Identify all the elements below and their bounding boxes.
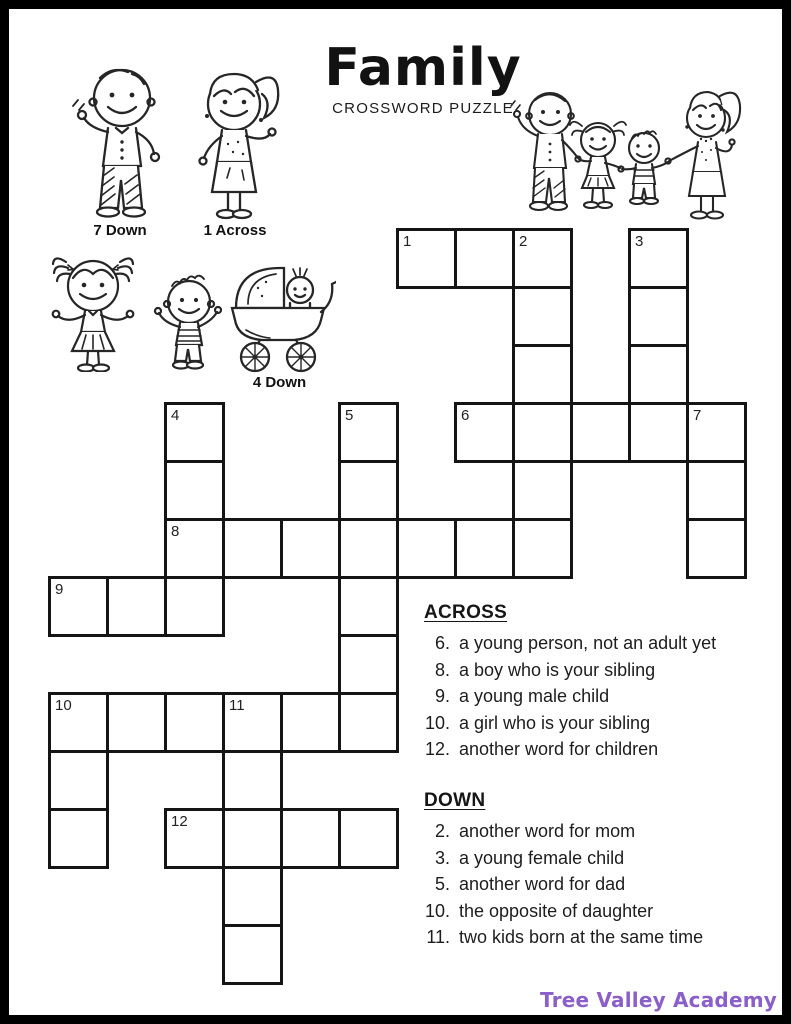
- clue-item: [424, 710, 769, 737]
- clue-text: a boy who is your sibling: [459, 659, 656, 680]
- cell-number: 7: [693, 407, 702, 424]
- grid-cell[interactable]: [512, 402, 573, 463]
- grid-cell[interactable]: [280, 692, 341, 753]
- brand-footer: Tree Valley Academy: [540, 988, 777, 1012]
- family-group-illustration: [510, 84, 762, 228]
- clue-text: another word for children: [459, 739, 659, 759]
- mom-illustration: [190, 64, 285, 220]
- grid-cell[interactable]: [628, 402, 689, 463]
- across-clues-section: [424, 602, 769, 763]
- cell-number: 12: [171, 813, 188, 830]
- cell-number: 5: [345, 407, 354, 424]
- grid-cell[interactable]: [454, 402, 515, 463]
- grid-cell[interactable]: [454, 228, 515, 289]
- cell-number: 11: [229, 697, 245, 714]
- grid-cell[interactable]: [164, 576, 225, 637]
- grid-cell[interactable]: [48, 808, 109, 869]
- clue-text: the opposite of daughter: [459, 900, 654, 921]
- grid-cell[interactable]: [222, 924, 283, 985]
- grid-cell[interactable]: [628, 344, 689, 405]
- across-heading: ACROSS: [424, 602, 508, 623]
- down-heading: DOWN: [424, 790, 486, 811]
- clue-number: 12.: [424, 739, 450, 759]
- grid-cell[interactable]: [686, 518, 747, 579]
- grid-cell[interactable]: [338, 634, 399, 695]
- grid-cell[interactable]: [106, 576, 167, 637]
- clue-item: [424, 818, 769, 845]
- clue-number: 3.: [434, 847, 450, 868]
- clue-number: 2.: [434, 821, 450, 841]
- clue-item: [424, 845, 769, 872]
- clue-text: a girl who is your sibling: [459, 712, 651, 733]
- grid-cell[interactable]: [280, 518, 341, 579]
- grid-cell[interactable]: [338, 460, 399, 521]
- grid-cell[interactable]: [686, 460, 747, 521]
- cell-number: 1: [403, 233, 412, 250]
- grid-cell[interactable]: [454, 518, 515, 579]
- grid-cell[interactable]: [222, 808, 283, 869]
- down-clue-list: [424, 818, 769, 951]
- carriage-picture-clue-label: 4 Down: [252, 374, 307, 391]
- clue-item: [424, 898, 769, 925]
- grid-cell[interactable]: [512, 460, 573, 521]
- grid-cell[interactable]: [396, 518, 457, 579]
- grid-cell[interactable]: [628, 228, 689, 289]
- grid-cell[interactable]: [222, 750, 283, 811]
- clue-item: [424, 630, 769, 657]
- clue-number: 5.: [434, 874, 450, 894]
- clue-item: [424, 683, 769, 710]
- clue-item: [424, 657, 769, 684]
- clue-text: another word for dad: [459, 874, 626, 894]
- down-clues-section: [424, 790, 769, 951]
- grid-cell[interactable]: [512, 228, 573, 289]
- clue-item: [424, 871, 769, 898]
- clue-number: 11.: [426, 927, 450, 947]
- baby-carriage-illustration: [224, 258, 336, 376]
- grid-cell[interactable]: [48, 750, 109, 811]
- clue-item: [424, 924, 769, 951]
- page-subtitle: CROSSWORD PUZZLE: [332, 100, 514, 117]
- clue-text: a young person, not an adult yet: [459, 633, 717, 653]
- clue-text: a young female child: [459, 847, 625, 868]
- grid-cell[interactable]: [280, 808, 341, 869]
- grid-cell[interactable]: [222, 518, 283, 579]
- grid-cell[interactable]: [164, 460, 225, 521]
- grid-cell[interactable]: [338, 518, 399, 579]
- grid-cell[interactable]: [512, 344, 573, 405]
- clue-text: a young male child: [459, 686, 610, 706]
- cell-number: 4: [171, 407, 180, 424]
- cell-number: 3: [635, 233, 644, 250]
- grid-cell[interactable]: [48, 692, 109, 753]
- grid-cell[interactable]: [396, 228, 457, 289]
- boy-illustration: [150, 270, 228, 372]
- grid-cell[interactable]: [164, 808, 225, 869]
- dad-illustration: [70, 62, 170, 220]
- dad-picture-clue-label: 7 Down: [93, 222, 147, 239]
- grid-cell[interactable]: [512, 286, 573, 347]
- grid-cell[interactable]: [164, 402, 225, 463]
- cell-number: 6: [461, 407, 470, 424]
- page-title: Family: [324, 38, 522, 98]
- clue-text: two kids born at the same time: [459, 927, 704, 947]
- grid-cell[interactable]: [164, 692, 225, 753]
- girl-illustration: [46, 248, 141, 372]
- cell-number: 9: [55, 581, 64, 598]
- cell-number: 10: [55, 697, 72, 714]
- grid-cell[interactable]: [570, 402, 631, 463]
- clue-number: 9.: [434, 686, 450, 706]
- across-clue-list: [424, 630, 769, 763]
- grid-cell[interactable]: [512, 518, 573, 579]
- grid-cell[interactable]: [628, 286, 689, 347]
- cell-number: 2: [519, 233, 528, 250]
- cell-number: 8: [171, 523, 180, 540]
- grid-cell[interactable]: [48, 576, 109, 637]
- clue-number: 8.: [434, 659, 450, 680]
- grid-cell[interactable]: [222, 866, 283, 927]
- clue-text: another word for mom: [459, 821, 636, 841]
- clue-number: 10.: [424, 900, 450, 921]
- grid-cell[interactable]: [338, 692, 399, 753]
- grid-cell[interactable]: [338, 402, 399, 463]
- mom-picture-clue-label: 1 Across: [203, 222, 267, 239]
- grid-cell[interactable]: [686, 402, 747, 463]
- clue-number: 10.: [424, 712, 450, 733]
- grid-cell[interactable]: [338, 576, 399, 637]
- grid-cell[interactable]: [106, 692, 167, 753]
- grid-cell[interactable]: [164, 518, 225, 579]
- grid-cell[interactable]: [222, 692, 283, 753]
- grid-cell[interactable]: [338, 808, 399, 869]
- clue-item: [424, 736, 769, 763]
- clue-number: 6.: [434, 633, 450, 653]
